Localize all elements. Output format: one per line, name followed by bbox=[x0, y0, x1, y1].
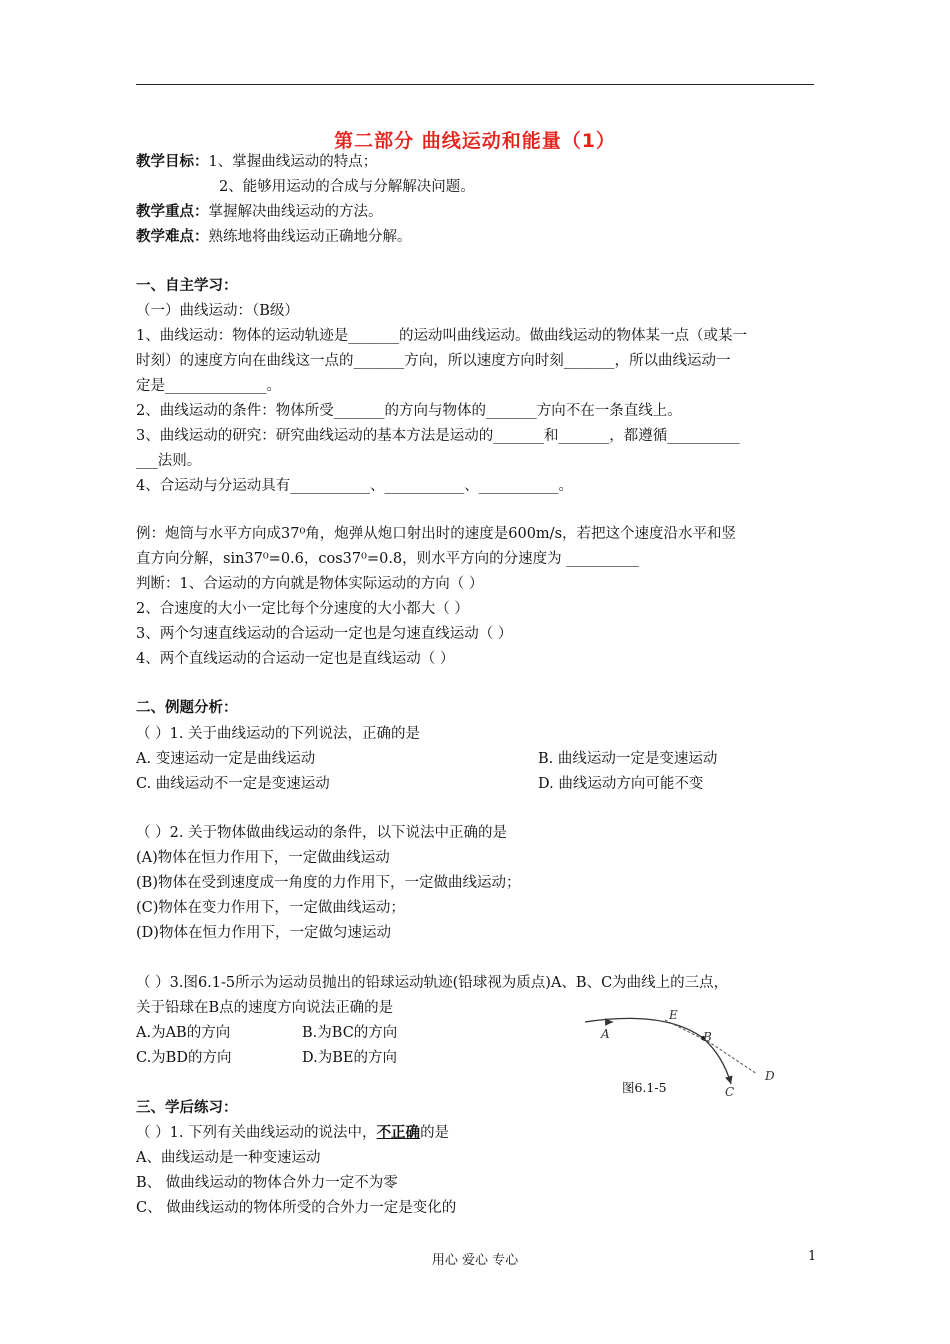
page-title: 第二部分 曲线运动和能量（1） bbox=[334, 130, 616, 152]
q2-option-b: (B)物体在受到速度成一角度的力作用下，一定做曲线运动； bbox=[136, 875, 521, 891]
judge-2: 2、合速度的大小一定比每个分速度的大小都大（ ） bbox=[136, 601, 469, 617]
question-2: （ ）2. 关于物体做曲线运动的条件，以下说法中正确的是 bbox=[136, 825, 508, 841]
example-line-2: 直方向分解，sin37⁰=0.6，cos37⁰=0.8，则水平方向的分速度为 __________ bbox=[136, 551, 639, 567]
practice-q1-pre: （ ）1. 下列有关曲线运动的说法中， bbox=[136, 1125, 377, 1141]
q3-option-b: B.为BC的方向 bbox=[302, 1025, 398, 1041]
example-line-1: 例：炮筒与水平方向成37⁰角，炮弹从炮口射出时的速度是600m/s，若把这个速度沿水平和竖 bbox=[136, 526, 737, 542]
label-b: B bbox=[703, 1030, 712, 1044]
fill-line-4: 2、曲线运动的条件：物体所受_______的方向与物体的_______方向不在一条直线上。 bbox=[136, 403, 682, 419]
q1-option-c: C. 曲线运动不一定是变速运动 bbox=[136, 776, 330, 792]
difficulty-line bbox=[136, 227, 412, 247]
footer-motto: 用心 爱心 专心 bbox=[431, 1253, 519, 1268]
q2-option-a: (A)物体在恒力作用下，一定做曲线运动 bbox=[136, 850, 390, 866]
practice-q1-emphasis: 不正确 bbox=[376, 1124, 421, 1141]
key-label: 教学重点： bbox=[136, 204, 209, 220]
q2-option-c: (C)物体在变力作用下，一定做曲线运动； bbox=[136, 900, 405, 916]
goals-line bbox=[136, 152, 377, 172]
header-rule bbox=[136, 84, 814, 85]
question-3-cont: 关于铅球在B点的速度方向说法正确的是 bbox=[136, 1000, 394, 1016]
difficulty-label: 教学难点： bbox=[136, 229, 209, 245]
fill-line-5: 3、曲线运动的研究：研究曲线运动的基本方法是运动的_______和_______，都遵循__________ bbox=[136, 428, 740, 444]
practice-option-b: B、 做曲线运动的物体合外力一定不为零 bbox=[136, 1175, 398, 1191]
q2-option-d: (D)物体在恒力作用下，一定做匀速运动 bbox=[136, 925, 391, 941]
q3-option-c: C.为BD的方向 bbox=[136, 1050, 232, 1066]
key-text: 掌握解决曲线运动的方法。 bbox=[208, 204, 383, 220]
label-c: C bbox=[725, 1085, 735, 1099]
judge-3: 3、两个匀速直线运动的合运动一定也是匀速直线运动（ ） bbox=[136, 626, 513, 642]
key-line bbox=[136, 202, 383, 222]
practice-option-a: A、曲线运动是一种变速运动 bbox=[136, 1150, 321, 1166]
question-3: （ ）3.图6.1-5所示为运动员抛出的铅球运动轨迹(铅球视为质点)A、B、C为曲线上的三点， bbox=[136, 975, 729, 991]
fill-line-2: 时刻）的速度方向在曲线这一点的_______方向，所以速度方向时刻_______，所以曲线运动一 bbox=[136, 353, 731, 369]
practice-question-1 bbox=[136, 1123, 449, 1143]
fill-line-7: 4、合运动与分运动具有___________、___________、___________。 bbox=[136, 478, 573, 494]
q3-option-d: D.为BE的方向 bbox=[302, 1050, 397, 1066]
fill-line-1: 1、曲线运动：物体的运动轨迹是_______的运动叫曲线运动。做曲线运动的物体某一点（或某一 bbox=[136, 328, 747, 344]
page-number: 1 bbox=[808, 1249, 817, 1264]
q1-option-a: A. 变速运动一定是曲线运动 bbox=[136, 751, 316, 767]
q3-option-a: A.为AB的方向 bbox=[136, 1025, 231, 1041]
goal-label: 教学目标： bbox=[136, 154, 209, 170]
q1-option-b: B. 曲线运动一定是变速运动 bbox=[538, 751, 718, 767]
fill-line-6: ___法则。 bbox=[136, 453, 202, 469]
section-3-heading: 三、学后练习： bbox=[136, 1100, 238, 1116]
label-a: A bbox=[601, 1027, 610, 1041]
section-1-sub: （一）曲线运动：（B级） bbox=[136, 303, 299, 319]
label-d: D bbox=[765, 1069, 775, 1083]
practice-q1-post: 的是 bbox=[420, 1125, 450, 1141]
goal-2: 2、能够用运动的合成与分解解决问题。 bbox=[219, 179, 475, 195]
figure-caption: 图6.1-5 bbox=[622, 1080, 667, 1095]
section-1-heading: 一、自主学习： bbox=[136, 278, 238, 294]
judge-1: 判断：1、合运动的方向就是物体实际运动的方向（ ） bbox=[136, 576, 484, 592]
goal-1: 1、掌握曲线运动的特点； bbox=[208, 154, 378, 170]
label-e: E bbox=[669, 1008, 678, 1022]
judge-4: 4、两个直线运动的合运动一定也是直线运动（ ） bbox=[136, 651, 455, 667]
practice-option-c: C、 做曲线运动的物体所受的合外力一定是变化的 bbox=[136, 1200, 457, 1216]
section-2-heading: 二、例题分析： bbox=[136, 700, 238, 716]
trajectory-figure bbox=[575, 1008, 790, 1100]
line-be bbox=[665, 1020, 701, 1038]
q1-option-d: D. 曲线运动方向可能不变 bbox=[538, 776, 704, 792]
difficulty-text: 熟练地将曲线运动正确地分解。 bbox=[208, 229, 412, 245]
fill-line-3: 定是______________。 bbox=[136, 378, 281, 394]
question-1: （ ）1. 关于曲线运动的下列说法，正确的是 bbox=[136, 726, 421, 742]
